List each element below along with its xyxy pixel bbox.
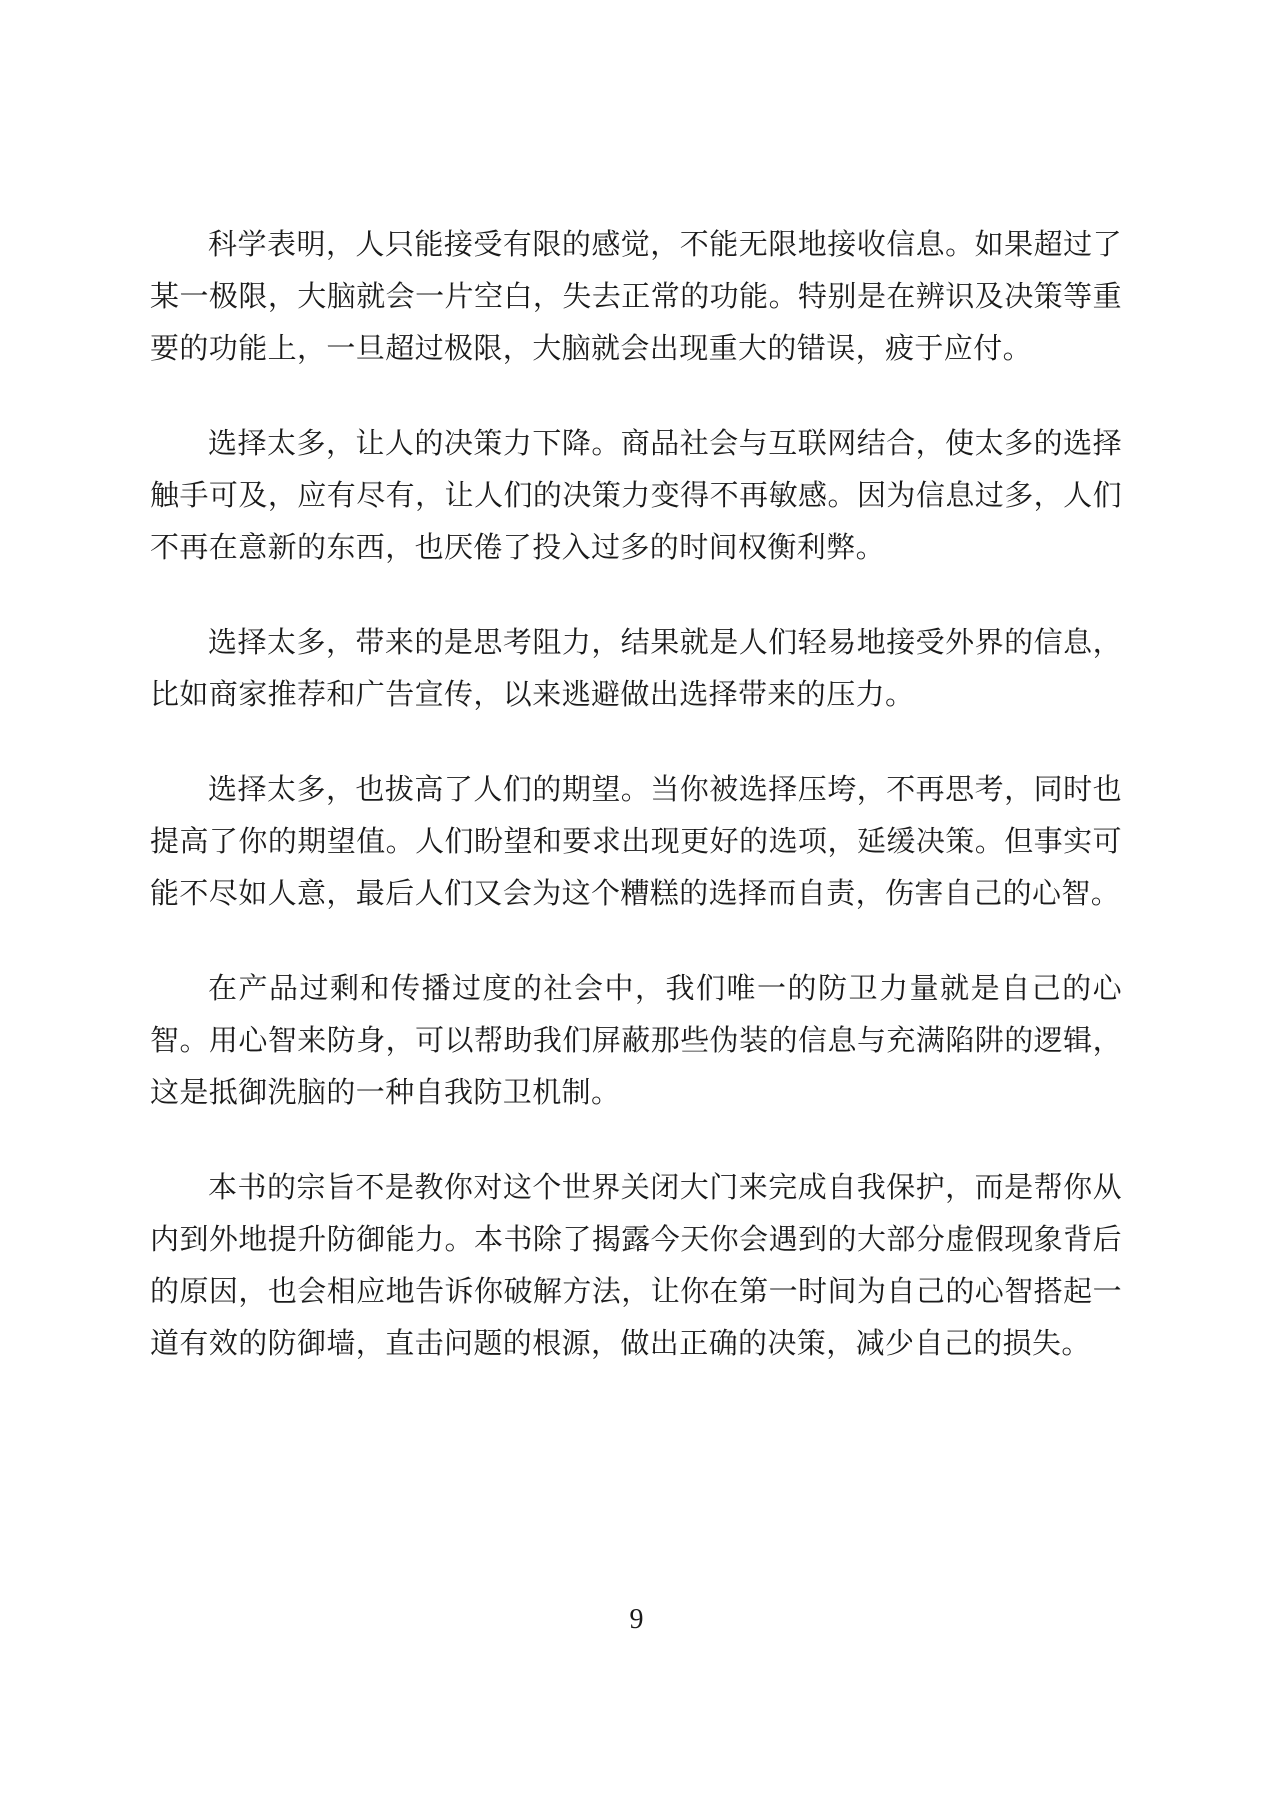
paragraph-4: 选择太多，也拔高了人们的期望。当你被选择压垮，不再思考，同时也提高了你的期望值。人们盼望和要求出现更好的选项，延缓决策。但事实可能不尽如人意，最后人们又会为这个糟糕的选择而自责，伤害自己的心智。 bbox=[150, 772, 1122, 910]
paragraph-1: 科学表明，人只能接受有限的感觉，不能无限地接收信息。如果超过了某一极限，大脑就会一片空白，失去正常的功能。特别是在辨识及决策等重要的功能上，一旦超过极限，大脑就会出现重大的错误，疲于应付。 bbox=[150, 227, 1122, 365]
paragraph-6: 本书的宗旨不是教你对这个世界关闭大门来完成自我保护，而是帮你从内到外地提升防御能力。本书除了揭露今天你会遇到的大部分虚假现象背后的原因，也会相应地告诉你破解方法，让你在第一时间为自己的心智搭起一道有效的防御墙，直击问题的根源，做出正确的决策，减少自己的损失。 bbox=[150, 1170, 1122, 1360]
paragraph-5: 在产品过剩和传播过度的社会中，我们唯一的防卫力量就是自己的心智。用心智来防身，可以帮助我们屏蔽那些伪装的信息与充满陷阱的逻辑，这是抵御洗脑的一种自我防卫机制。 bbox=[150, 971, 1122, 1109]
body-text bbox=[150, 218, 1122, 1412]
paragraph-2: 选择太多，让人的决策力下降。商品社会与互联网结合，使太多的选择触手可及，应有尽有，让人们的决策力变得不再敏感。因为信息过多，人们不再在意新的东西，也厌倦了投入过多的时间权衡利弊。 bbox=[150, 426, 1122, 564]
paragraph-3: 选择太多，带来的是思考阻力，结果就是人们轻易地接受外界的信息，比如商家推荐和广告宣传，以来逃避做出选择带来的压力。 bbox=[150, 625, 1122, 711]
page-number: 9 bbox=[629, 1604, 644, 1635]
